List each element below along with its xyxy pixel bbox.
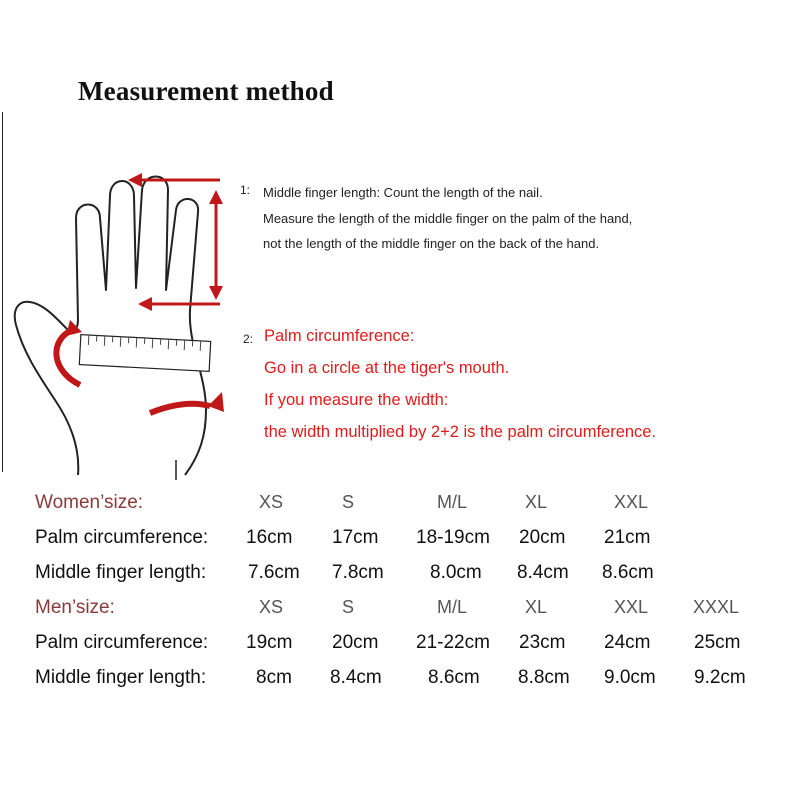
step2-line: If you measure the width:	[264, 391, 449, 409]
size-label: XS	[259, 492, 284, 512]
size-label: M/L	[437, 492, 468, 512]
table-cell: 24cm	[604, 632, 651, 653]
table-cell: 8.4cm	[330, 667, 382, 688]
table-cell: 20cm	[332, 632, 379, 653]
table-cell: 18-19cm	[416, 527, 490, 548]
table-cell: 8.0cm	[430, 562, 482, 583]
row-label: Middle finger length:	[35, 667, 207, 688]
step1-line: not the length of the middle finger on the back of the hand.	[263, 236, 600, 251]
step1-number: 1:	[240, 183, 251, 197]
size-label: M/L	[437, 597, 468, 617]
table-cell: 23cm	[519, 632, 566, 653]
table-cell: 25cm	[694, 632, 741, 653]
step2-number: 2:	[243, 332, 254, 346]
step2-text	[264, 320, 656, 448]
table-cell: 8.6cm	[428, 667, 480, 688]
men-size-header: Men’size:	[35, 597, 115, 618]
hand-outline	[15, 177, 206, 476]
table-cell: 8.4cm	[517, 562, 569, 583]
step1-line: Measure the length of the middle finger on the palm of the hand,	[263, 210, 633, 226]
size-label: XXXL	[693, 597, 740, 617]
table-cell: 8.6cm	[602, 562, 654, 583]
table-cell: 19cm	[246, 632, 293, 653]
page-title: Measurement method	[78, 76, 334, 106]
men-size-header-row	[0, 597, 800, 627]
table-cell: 17cm	[332, 527, 379, 548]
palm-wrap-arrow-right	[150, 404, 210, 413]
size-label: XL	[525, 597, 548, 617]
size-label: S	[342, 492, 355, 512]
row-label: Palm circumference:	[35, 632, 209, 653]
women-size-header: Women’size:	[35, 492, 144, 513]
table-cell: 21-22cm	[416, 632, 490, 653]
row-label: Palm circumference:	[35, 527, 209, 548]
size-label: XL	[525, 492, 548, 512]
table-cell: 8.8cm	[518, 667, 570, 688]
step2-line: Palm circumference:	[264, 327, 415, 345]
size-label: XXL	[614, 597, 649, 617]
table-cell: 7.8cm	[332, 562, 384, 583]
table-row	[0, 562, 800, 592]
row-label: Middle finger length:	[35, 562, 207, 583]
table-cell: 9.0cm	[604, 667, 656, 688]
table-row	[0, 632, 800, 662]
table-row	[0, 527, 800, 557]
table-cell: 16cm	[246, 527, 293, 548]
table-cell: 8cm	[256, 667, 292, 688]
table-cell: 20cm	[519, 527, 566, 548]
middle-finger-arrows	[138, 180, 220, 304]
step1-line: Middle finger length: Count the length of the nail.	[263, 185, 543, 200]
table-row	[0, 667, 800, 697]
table-cell: 7.6cm	[248, 562, 300, 583]
size-label: XXL	[614, 492, 649, 512]
size-label: S	[342, 597, 355, 617]
table-cell: 21cm	[604, 527, 651, 548]
table-cell: 9.2cm	[694, 667, 746, 688]
size-label: XS	[259, 597, 284, 617]
women-size-header-row	[0, 492, 800, 522]
step2-line: Go in a circle at the tiger's mouth.	[264, 359, 510, 377]
step1-text	[263, 180, 632, 257]
left-edge-line	[2, 112, 3, 472]
palm-wrap-arrow-left	[56, 330, 80, 385]
step2-line: the width multiplied by 2+2 is the palm circumference.	[264, 423, 657, 441]
hand-measurement-illustration	[10, 170, 240, 485]
